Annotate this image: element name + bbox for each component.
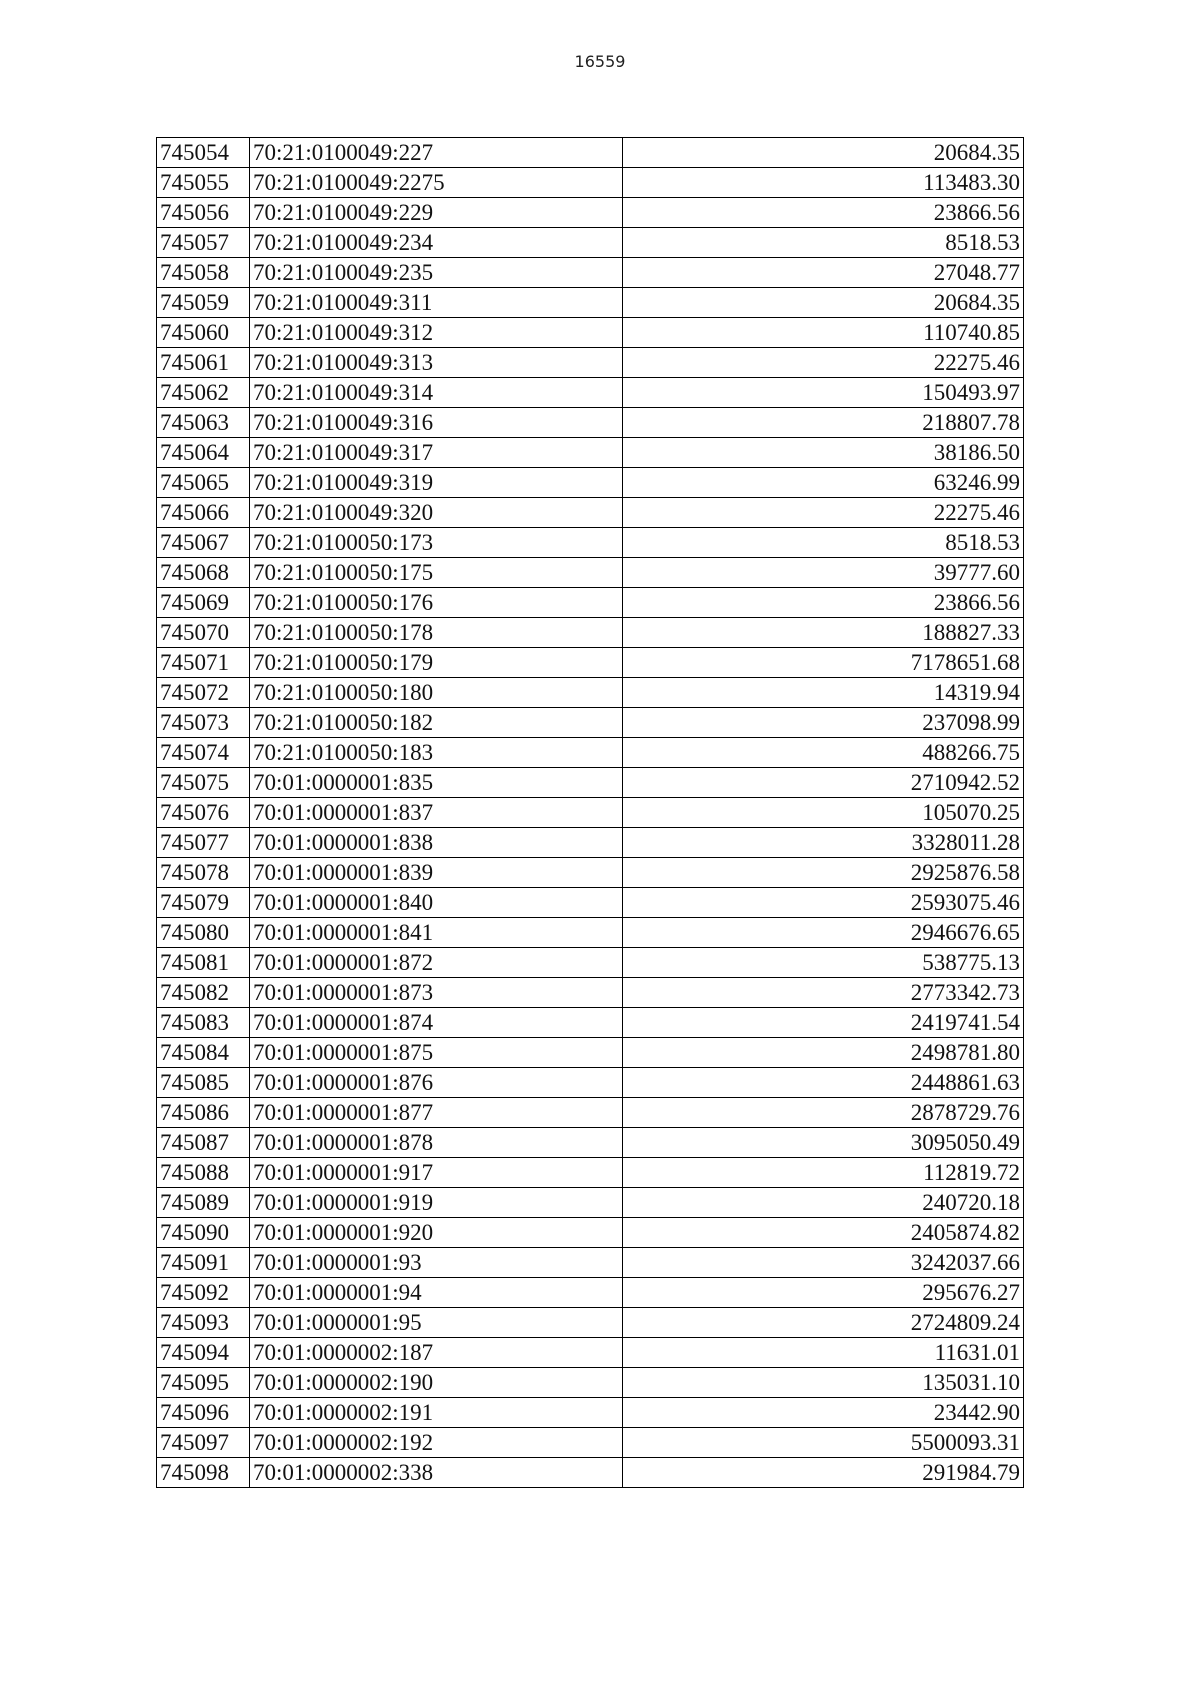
cadastral-number-cell: 70:21:0100050:178 bbox=[250, 618, 623, 648]
row-number-cell: 745065 bbox=[157, 468, 250, 498]
table-row bbox=[157, 468, 1024, 498]
cadastral-number-cell: 70:01:0000001:920 bbox=[250, 1218, 623, 1248]
cadastral-number-cell: 70:01:0000002:191 bbox=[250, 1398, 623, 1428]
table-row bbox=[157, 1008, 1024, 1038]
row-number-cell: 745098 bbox=[157, 1458, 250, 1488]
cadastral-number-cell: 70:01:0000001:874 bbox=[250, 1008, 623, 1038]
value-cell: 488266.75 bbox=[623, 738, 1024, 768]
page-number: 16559 bbox=[574, 52, 626, 71]
registry-table bbox=[156, 137, 1024, 1488]
row-number-cell: 745090 bbox=[157, 1218, 250, 1248]
row-number-cell: 745067 bbox=[157, 528, 250, 558]
cadastral-number-cell: 70:21:0100049:313 bbox=[250, 348, 623, 378]
cadastral-number-cell: 70:21:0100050:182 bbox=[250, 708, 623, 738]
table-row bbox=[157, 918, 1024, 948]
value-cell: 23442.90 bbox=[623, 1398, 1024, 1428]
row-number-cell: 745069 bbox=[157, 588, 250, 618]
row-number-cell: 745058 bbox=[157, 258, 250, 288]
value-cell: 63246.99 bbox=[623, 468, 1024, 498]
table-row bbox=[157, 1218, 1024, 1248]
row-number-cell: 745094 bbox=[157, 1338, 250, 1368]
value-cell: 2878729.76 bbox=[623, 1098, 1024, 1128]
cadastral-number-cell: 70:01:0000001:93 bbox=[250, 1248, 623, 1278]
row-number-cell: 745070 bbox=[157, 618, 250, 648]
table-row bbox=[157, 1188, 1024, 1218]
table-row bbox=[157, 528, 1024, 558]
cadastral-number-cell: 70:21:0100049:229 bbox=[250, 198, 623, 228]
row-number-cell: 745083 bbox=[157, 1008, 250, 1038]
table-row bbox=[157, 1068, 1024, 1098]
row-number-cell: 745075 bbox=[157, 768, 250, 798]
row-number-cell: 745064 bbox=[157, 438, 250, 468]
cadastral-number-cell: 70:21:0100050:180 bbox=[250, 678, 623, 708]
cadastral-number-cell: 70:01:0000001:875 bbox=[250, 1038, 623, 1068]
value-cell: 2448861.63 bbox=[623, 1068, 1024, 1098]
table-row bbox=[157, 948, 1024, 978]
value-cell: 22275.46 bbox=[623, 498, 1024, 528]
table-row bbox=[157, 1158, 1024, 1188]
value-cell: 218807.78 bbox=[623, 408, 1024, 438]
table-row bbox=[157, 378, 1024, 408]
cadastral-number-cell: 70:01:0000002:187 bbox=[250, 1338, 623, 1368]
row-number-cell: 745056 bbox=[157, 198, 250, 228]
cadastral-number-cell: 70:01:0000001:94 bbox=[250, 1278, 623, 1308]
value-cell: 2419741.54 bbox=[623, 1008, 1024, 1038]
value-cell: 38186.50 bbox=[623, 438, 1024, 468]
table-row bbox=[157, 198, 1024, 228]
table-row bbox=[157, 1308, 1024, 1338]
cadastral-number-cell: 70:21:0100050:175 bbox=[250, 558, 623, 588]
value-cell: 105070.25 bbox=[623, 798, 1024, 828]
cadastral-number-cell: 70:21:0100049:2275 bbox=[250, 168, 623, 198]
value-cell: 39777.60 bbox=[623, 558, 1024, 588]
cadastral-number-cell: 70:01:0000002:338 bbox=[250, 1458, 623, 1488]
value-cell: 8518.53 bbox=[623, 228, 1024, 258]
table-row bbox=[157, 768, 1024, 798]
cadastral-number-cell: 70:01:0000001:917 bbox=[250, 1158, 623, 1188]
cadastral-number-cell: 70:01:0000002:192 bbox=[250, 1428, 623, 1458]
row-number-cell: 745074 bbox=[157, 738, 250, 768]
value-cell: 14319.94 bbox=[623, 678, 1024, 708]
value-cell: 538775.13 bbox=[623, 948, 1024, 978]
cadastral-number-cell: 70:21:0100049:227 bbox=[250, 138, 623, 168]
value-cell: 113483.30 bbox=[623, 168, 1024, 198]
table-row bbox=[157, 978, 1024, 1008]
value-cell: 2946676.65 bbox=[623, 918, 1024, 948]
cadastral-number-cell: 70:21:0100050:176 bbox=[250, 588, 623, 618]
row-number-cell: 745081 bbox=[157, 948, 250, 978]
value-cell: 291984.79 bbox=[623, 1458, 1024, 1488]
table-row bbox=[157, 798, 1024, 828]
cadastral-number-cell: 70:01:0000001:872 bbox=[250, 948, 623, 978]
row-number-cell: 745092 bbox=[157, 1278, 250, 1308]
row-number-cell: 745062 bbox=[157, 378, 250, 408]
value-cell: 2925876.58 bbox=[623, 858, 1024, 888]
table-row bbox=[157, 408, 1024, 438]
row-number-cell: 745077 bbox=[157, 828, 250, 858]
table-row bbox=[157, 258, 1024, 288]
value-cell: 240720.18 bbox=[623, 1188, 1024, 1218]
cadastral-number-cell: 70:01:0000001:835 bbox=[250, 768, 623, 798]
table-row bbox=[157, 1428, 1024, 1458]
cadastral-number-cell: 70:01:0000001:95 bbox=[250, 1308, 623, 1338]
value-cell: 8518.53 bbox=[623, 528, 1024, 558]
cadastral-number-cell: 70:01:0000001:838 bbox=[250, 828, 623, 858]
table-row bbox=[157, 1398, 1024, 1428]
value-cell: 2773342.73 bbox=[623, 978, 1024, 1008]
cadastral-number-cell: 70:21:0100049:235 bbox=[250, 258, 623, 288]
row-number-cell: 745079 bbox=[157, 888, 250, 918]
cadastral-number-cell: 70:01:0000001:877 bbox=[250, 1098, 623, 1128]
table-row bbox=[157, 1368, 1024, 1398]
table-row bbox=[157, 708, 1024, 738]
row-number-cell: 745096 bbox=[157, 1398, 250, 1428]
value-cell: 135031.10 bbox=[623, 1368, 1024, 1398]
table-row bbox=[157, 438, 1024, 468]
value-cell: 150493.97 bbox=[623, 378, 1024, 408]
table-row bbox=[157, 1038, 1024, 1068]
cadastral-number-cell: 70:01:0000001:878 bbox=[250, 1128, 623, 1158]
cadastral-number-cell: 70:21:0100049:316 bbox=[250, 408, 623, 438]
value-cell: 237098.99 bbox=[623, 708, 1024, 738]
row-number-cell: 745084 bbox=[157, 1038, 250, 1068]
table-row bbox=[157, 1128, 1024, 1158]
row-number-cell: 745093 bbox=[157, 1308, 250, 1338]
cadastral-number-cell: 70:01:0000001:919 bbox=[250, 1188, 623, 1218]
cadastral-number-cell: 70:01:0000001:837 bbox=[250, 798, 623, 828]
row-number-cell: 745060 bbox=[157, 318, 250, 348]
row-number-cell: 745087 bbox=[157, 1128, 250, 1158]
row-number-cell: 745059 bbox=[157, 288, 250, 318]
row-number-cell: 745066 bbox=[157, 498, 250, 528]
row-number-cell: 745068 bbox=[157, 558, 250, 588]
value-cell: 27048.77 bbox=[623, 258, 1024, 288]
table-row bbox=[157, 348, 1024, 378]
value-cell: 3328011.28 bbox=[623, 828, 1024, 858]
row-number-cell: 745082 bbox=[157, 978, 250, 1008]
value-cell: 23866.56 bbox=[623, 198, 1024, 228]
value-cell: 2405874.82 bbox=[623, 1218, 1024, 1248]
value-cell: 2498781.80 bbox=[623, 1038, 1024, 1068]
table-row bbox=[157, 1458, 1024, 1488]
value-cell: 7178651.68 bbox=[623, 648, 1024, 678]
row-number-cell: 745088 bbox=[157, 1158, 250, 1188]
table-row bbox=[157, 888, 1024, 918]
table-row bbox=[157, 678, 1024, 708]
value-cell: 11631.01 bbox=[623, 1338, 1024, 1368]
cadastral-number-cell: 70:21:0100049:320 bbox=[250, 498, 623, 528]
cadastral-number-cell: 70:01:0000001:840 bbox=[250, 888, 623, 918]
cadastral-number-cell: 70:01:0000001:839 bbox=[250, 858, 623, 888]
table-row bbox=[157, 1098, 1024, 1128]
cadastral-number-cell: 70:01:0000002:190 bbox=[250, 1368, 623, 1398]
cadastral-number-cell: 70:21:0100049:234 bbox=[250, 228, 623, 258]
row-number-cell: 745086 bbox=[157, 1098, 250, 1128]
cadastral-number-cell: 70:21:0100050:173 bbox=[250, 528, 623, 558]
row-number-cell: 745061 bbox=[157, 348, 250, 378]
table-row bbox=[157, 738, 1024, 768]
value-cell: 188827.33 bbox=[623, 618, 1024, 648]
value-cell: 295676.27 bbox=[623, 1278, 1024, 1308]
value-cell: 23866.56 bbox=[623, 588, 1024, 618]
value-cell: 20684.35 bbox=[623, 138, 1024, 168]
table-row bbox=[157, 1278, 1024, 1308]
value-cell: 3242037.66 bbox=[623, 1248, 1024, 1278]
row-number-cell: 745095 bbox=[157, 1368, 250, 1398]
cadastral-number-cell: 70:21:0100049:314 bbox=[250, 378, 623, 408]
value-cell: 5500093.31 bbox=[623, 1428, 1024, 1458]
row-number-cell: 745091 bbox=[157, 1248, 250, 1278]
value-cell: 2710942.52 bbox=[623, 768, 1024, 798]
value-cell: 2593075.46 bbox=[623, 888, 1024, 918]
row-number-cell: 745080 bbox=[157, 918, 250, 948]
table-row bbox=[157, 318, 1024, 348]
row-number-cell: 745054 bbox=[157, 138, 250, 168]
table-row bbox=[157, 828, 1024, 858]
table-row bbox=[157, 138, 1024, 168]
row-number-cell: 745076 bbox=[157, 798, 250, 828]
table-row bbox=[157, 1338, 1024, 1368]
table-row bbox=[157, 558, 1024, 588]
cadastral-number-cell: 70:21:0100050:183 bbox=[250, 738, 623, 768]
cadastral-number-cell: 70:21:0100049:317 bbox=[250, 438, 623, 468]
value-cell: 3095050.49 bbox=[623, 1128, 1024, 1158]
cadastral-number-cell: 70:21:0100049:311 bbox=[250, 288, 623, 318]
table-row bbox=[157, 168, 1024, 198]
table-row bbox=[157, 648, 1024, 678]
cadastral-number-cell: 70:21:0100050:179 bbox=[250, 648, 623, 678]
cadastral-number-cell: 70:01:0000001:873 bbox=[250, 978, 623, 1008]
cadastral-number-cell: 70:01:0000001:876 bbox=[250, 1068, 623, 1098]
row-number-cell: 745055 bbox=[157, 168, 250, 198]
cadastral-number-cell: 70:21:0100049:312 bbox=[250, 318, 623, 348]
table-row bbox=[157, 588, 1024, 618]
row-number-cell: 745071 bbox=[157, 648, 250, 678]
value-cell: 20684.35 bbox=[623, 288, 1024, 318]
row-number-cell: 745085 bbox=[157, 1068, 250, 1098]
table-row bbox=[157, 858, 1024, 888]
cadastral-number-cell: 70:21:0100049:319 bbox=[250, 468, 623, 498]
table-row bbox=[157, 288, 1024, 318]
table-row bbox=[157, 618, 1024, 648]
value-cell: 22275.46 bbox=[623, 348, 1024, 378]
row-number-cell: 745057 bbox=[157, 228, 250, 258]
row-number-cell: 745073 bbox=[157, 708, 250, 738]
table-row bbox=[157, 228, 1024, 258]
table-row bbox=[157, 498, 1024, 528]
row-number-cell: 745078 bbox=[157, 858, 250, 888]
cadastral-number-cell: 70:01:0000001:841 bbox=[250, 918, 623, 948]
row-number-cell: 745089 bbox=[157, 1188, 250, 1218]
table-row bbox=[157, 1248, 1024, 1278]
row-number-cell: 745063 bbox=[157, 408, 250, 438]
value-cell: 112819.72 bbox=[623, 1158, 1024, 1188]
row-number-cell: 745097 bbox=[157, 1428, 250, 1458]
registry-table-body bbox=[157, 138, 1024, 1488]
value-cell: 2724809.24 bbox=[623, 1308, 1024, 1338]
row-number-cell: 745072 bbox=[157, 678, 250, 708]
value-cell: 110740.85 bbox=[623, 318, 1024, 348]
